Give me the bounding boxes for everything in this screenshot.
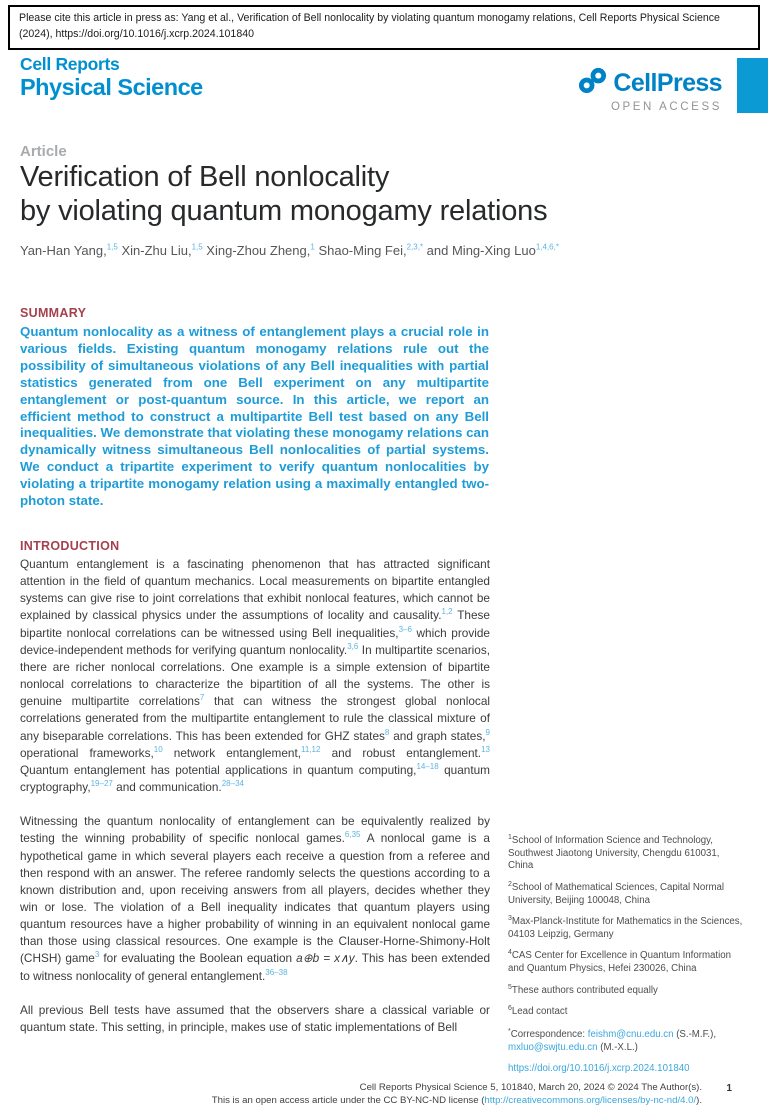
footer-license-line bbox=[212, 1095, 702, 1107]
citation-notice-text: Please cite this article in press as: Yang et al., Verification of Bell nonlocality by violating quantum monogamy relations, Cell Reports Physical Science (2024), https://doi.org/10.1016/j.xcrp.2024.101840 bbox=[19, 12, 720, 40]
footer-license-suffix: ). bbox=[696, 1094, 702, 1106]
journal-logo-line1: Cell Reports bbox=[20, 54, 120, 74]
correspondence-initials-1: (S.-M.F.), bbox=[673, 1029, 717, 1041]
article-title-line2: by violating quantum monogamy relations bbox=[20, 194, 548, 227]
license-link[interactable]: http://creativecommons.org/licenses/by-nc-nd/4.0/ bbox=[484, 1094, 697, 1106]
open-access-label: OPEN ACCESS bbox=[610, 101, 722, 113]
body-paragraph: Witnessing the quantum nonlocality of entanglement can be equivalently realized by testing the winning probability of specific nonlocal games.$^{6,35}$ A nonlocal game is a hypothetical game in which several players each receive a question from a referee and then respond with an answer. The referee randomly selects the questions according to a known distribution and, upon receiving answers from all players, decides whether they win or lose. The violation of a Bell inequality indicates that quantum players using quantum resources have a higher probability of winning in an equivalent nonlocal game than those using classical resources. One example is the Clauser-Horne-Shimony-Holt (CHSH) game$^3$ for evaluating the Boolean equation a⊕b = x∧y. This has been extended to witness nonlocality of general entanglement.$^{36-38}$ bbox=[20, 814, 491, 983]
introduction-paragraphs bbox=[20, 556, 490, 1053]
affiliation-item: $^3$Max-Planck-Institute for Mathematics in the Sciences, 04103 Leipzig, Germany bbox=[508, 915, 743, 940]
correspondence-initials-2: (M.-X.L.) bbox=[597, 1041, 638, 1053]
article-type-label: Article bbox=[20, 143, 67, 160]
correspondence-asterisk: * bbox=[508, 1028, 511, 1036]
summary-text: Quantum nonlocality as a witness of entanglement plays a crucial role in various fields. Existing quantum monogamy relations rule out the possibility of simultaneous violations of any Bell inequalities with partial statistics generated from one Bell experiment on any multipartite entanglement or post-quantum source. In this article, we report an efficient method to construct a multipartite Bell test based on any Bell inequalities. We demonstrate that violating these monogamy relations can dynamically witness simultaneous Bell nonlocalities of partial systems. We conduct a tripartite experiment to verify quantum nonlocalities by violating a tripartite monogamy relation using a maximally entangled two-photon state. bbox=[20, 324, 489, 509]
publisher-logo bbox=[576, 66, 722, 113]
correspondence-email-1[interactable]: feishm@cnu.edu.cn bbox=[587, 1029, 674, 1041]
footer-citation-line: Cell Reports Physical Science 5, 101840, March 20, 2024 © 2024 The Author(s). bbox=[359, 1082, 702, 1094]
summary-heading: SUMMARY bbox=[20, 306, 87, 320]
author-list: Yan-Han Yang,$^{1,5}$ Xin-Zhu Liu,$^{1,5}$ Xing-Zhou Zheng,$^1$ Shao-Ming Fei,$^{2,3,*}$ and Ming-Xing Luo$^{1,4,6,*}$ bbox=[20, 242, 559, 258]
affiliation-item: $^6$Lead contact bbox=[508, 1005, 568, 1018]
corner-brand-tab bbox=[737, 58, 768, 113]
affiliations-list bbox=[508, 833, 744, 1019]
footer-license-text: This is an open access article under the CC BY-NC-ND license ( bbox=[211, 1094, 485, 1106]
correspondence-label: Correspondence: bbox=[510, 1029, 588, 1041]
journal-logo-line2: Physical Science bbox=[20, 73, 203, 100]
affiliation-item: $^5$These authors contributed equally bbox=[508, 983, 658, 996]
citation-notice-box bbox=[8, 5, 760, 50]
cellpress-link-icon bbox=[576, 66, 609, 100]
body-paragraph: Quantum entanglement is a fascinating phenomenon that has attracted significant attention in the field of quantum mechanics. Local measurements on bipartite entangled systems can give rise to joint correlations that exhibit nonlocal features, which cannot be explained by classical physics under the assumptions of locality and causality.$^{1,2}$ These bipartite nonlocal correlations can be witnessed using Bell inequalities,$^{3-6}$ which provide device-independent methods for verifying quantum nonlocality.$^{3,6}$ In multipartite scenarios, there are richer nonlocal correlations. One example is a simple extension of bipartite nonlocal correlations to characterize the bipartition of all the systems. The other is genuine multipartite correlations$^7$ that can witness the strongest global nonlocal correlations generated from the multipartite entanglement to rule the classical mixture of any biseparable correlations. This has been extended for GHZ states$^8$ and graph states,$^9$ operational frameworks,$^{10}$ network entanglement,$^{11,12}$ and robust entanglement.$^{13}$ Quantum entanglement has potential applications in quantum computing,$^{14-18}$ quantum cryptography,$^{19-27}$ and communication.$^{28-34}$ bbox=[20, 557, 490, 795]
affiliations-sidebar bbox=[508, 833, 744, 1076]
article-title-line1: Verification of Bell nonlocality bbox=[20, 161, 390, 193]
correspondence-note bbox=[508, 1027, 744, 1054]
publisher-name: CellPress bbox=[613, 68, 722, 97]
body-paragraph: All previous Bell tests have assumed that the observers share a classical variable or quantum state. This setting, in principle, makes use of static implementations of Bell bbox=[20, 1002, 490, 1034]
introduction-heading: INTRODUCTION bbox=[20, 539, 120, 553]
article-title bbox=[20, 161, 547, 229]
page-number: 1 bbox=[726, 1083, 732, 1094]
correspondence-email-2[interactable]: mxluo@swjtu.edu.cn bbox=[508, 1041, 598, 1053]
doi-link[interactable]: https://doi.org/10.1016/j.xcrp.2024.101840 bbox=[508, 1063, 690, 1075]
page-footer bbox=[212, 1082, 702, 1107]
journal-logo bbox=[20, 56, 203, 99]
affiliation-item: $^2$School of Mathematical Sciences, Capital Normal University, Beijing 100048, China bbox=[508, 880, 725, 906]
affiliation-item: $^1$School of Information Science and Technology, Southwest Jiaotong University, Chengdu 610031, China bbox=[508, 834, 720, 872]
affiliation-item: $^4$CAS Center for Excellence in Quantum Information and Quantum Physics, Hefei 230026, China bbox=[508, 949, 732, 975]
